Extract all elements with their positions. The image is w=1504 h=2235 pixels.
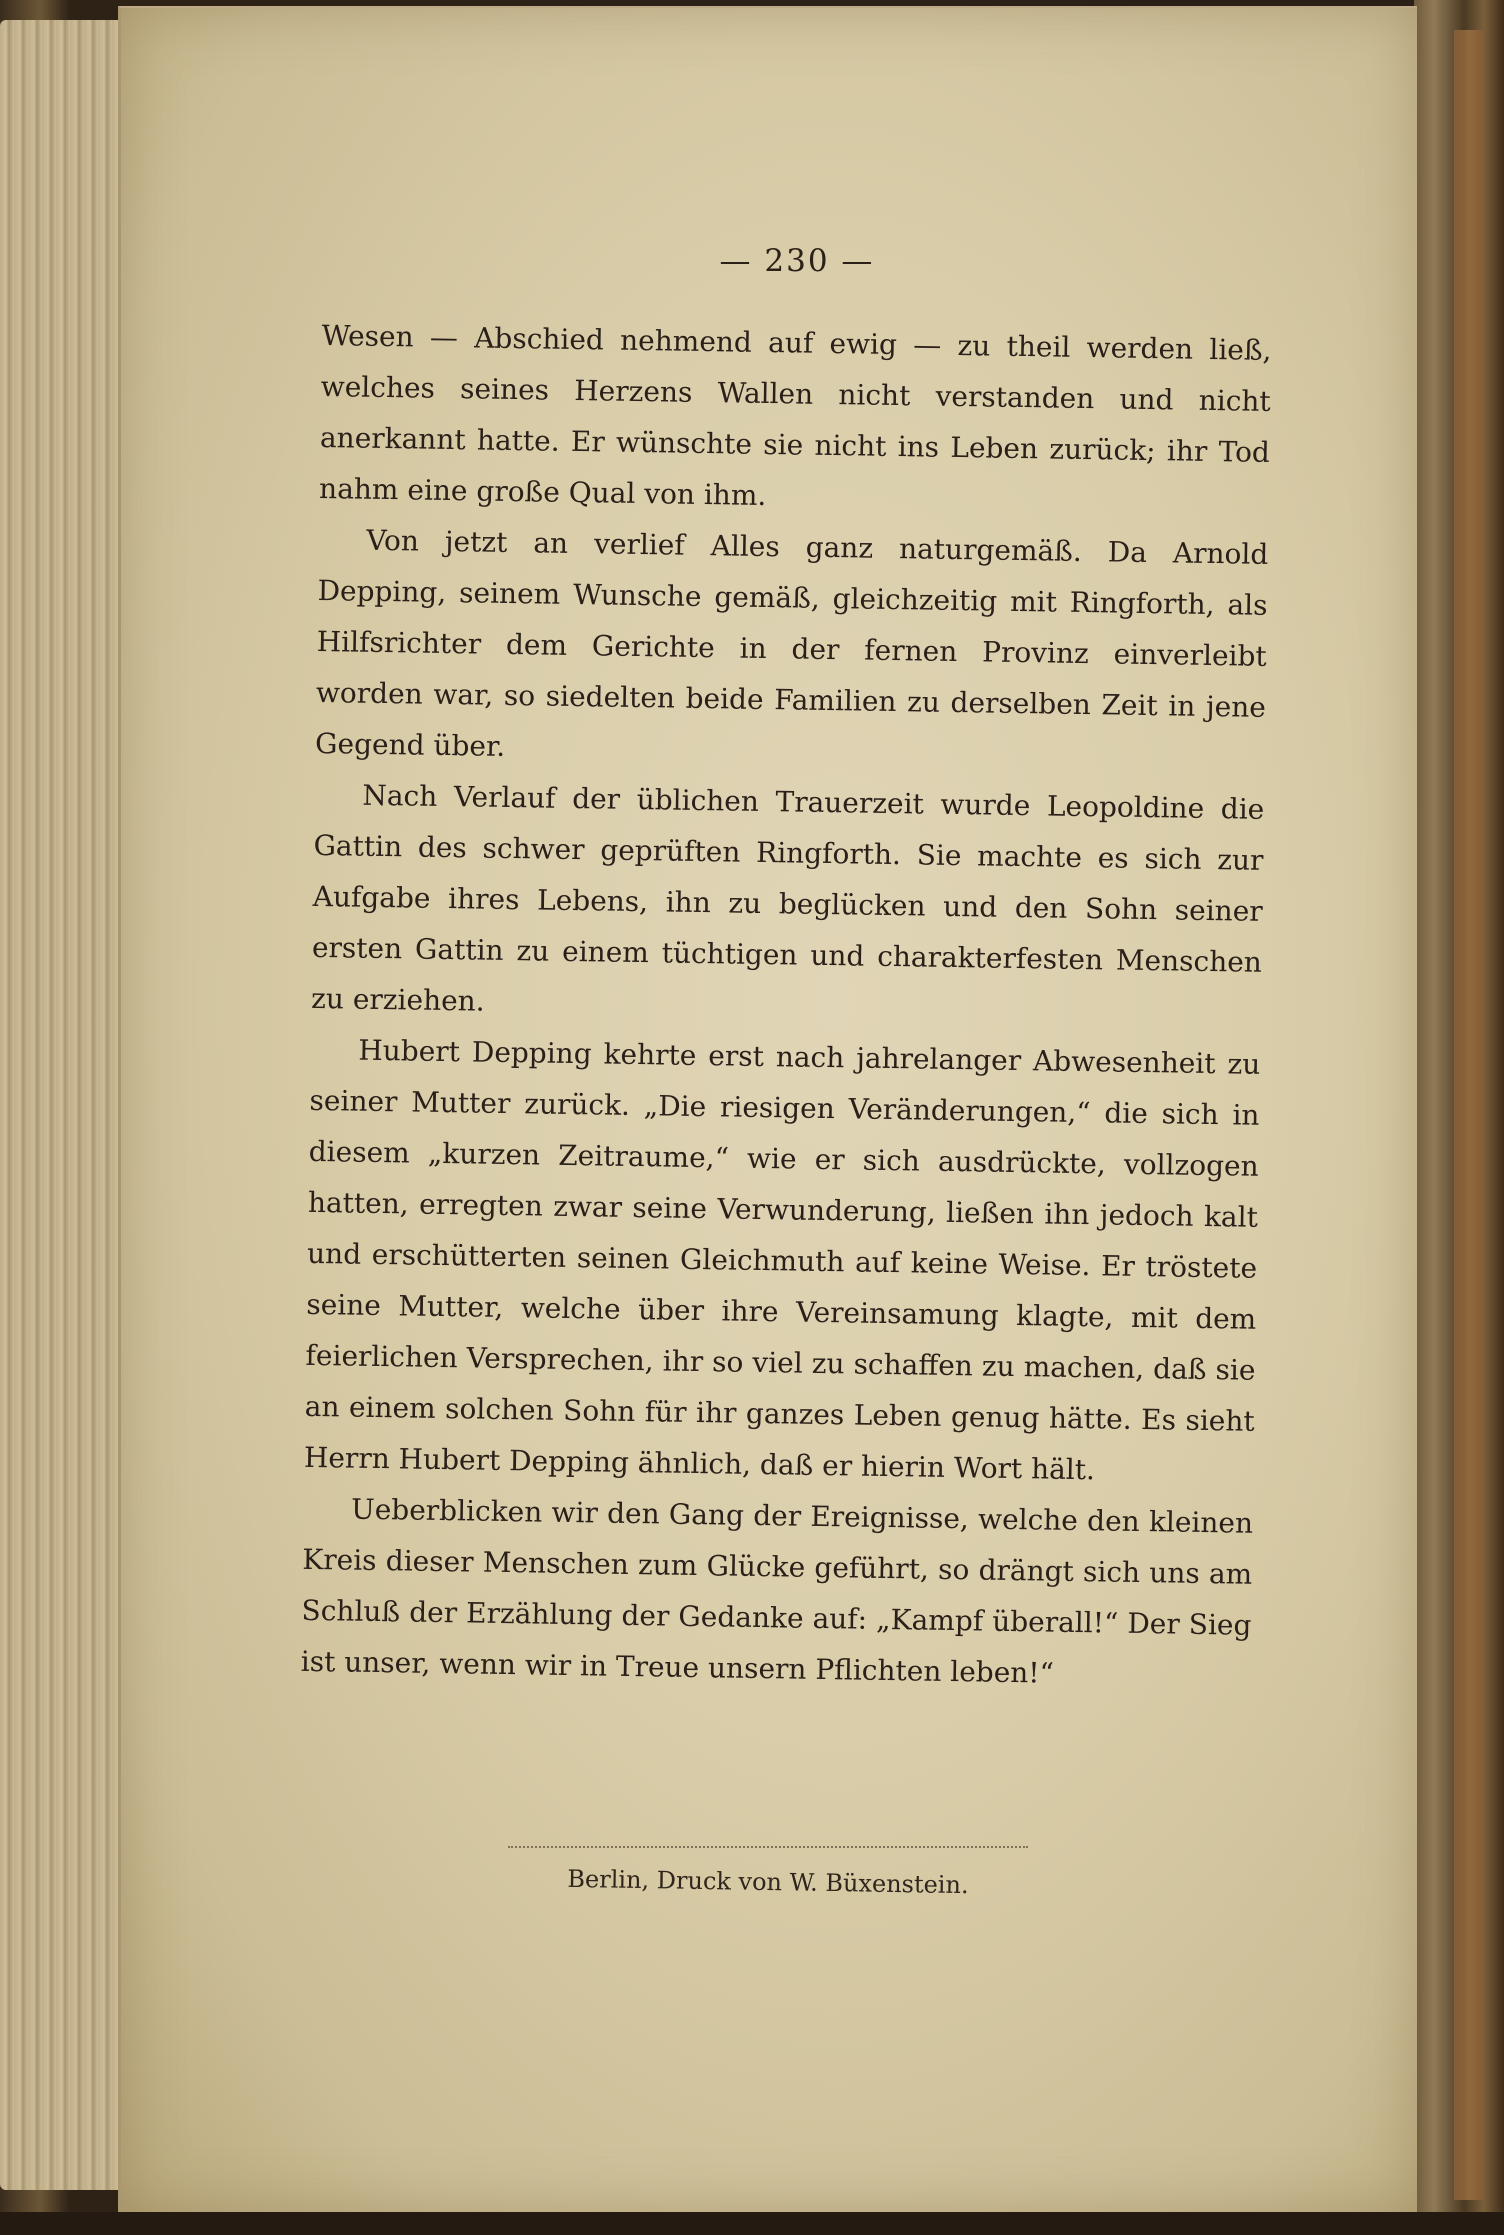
page-number: — 230 — (719, 243, 875, 279)
body-text (300, 310, 1272, 1702)
ornamental-rule (508, 1846, 1028, 1858)
printer-imprint: Berlin, Druck von W. Büxenstein. (567, 1864, 969, 1900)
paragraph-1: Wesen — Abschied nehmend auf ewig — zu theil werden ließ, welches seines Herzens Wallen nicht verstanden und nicht anerkannt hatte. Er wünschte sie nicht ins Leben zurück; ihr Tod nahm eine große Qual von ihm. (318, 318, 1272, 512)
book-spine (1414, 0, 1504, 2235)
paragraph-5: Ueberblicken wir den Gang der Ereignisse, welche den kleinen Kreis dieser Menschen zum Glücke geführt, so drängt sich uns am Schluß der Erzählung der Gedanke auf: „Kampf überall!“ Der Sieg ist unser, wenn wir in Treue unsern Pflichten leben!“ (300, 1492, 1254, 1690)
paragraph-2: Von jetzt an verlief Alles ganz naturgemäß. Da Arnold Depping, seinem Wunsche gemäß, gleichzeitig mit Ringforth, als Hilfsrichter dem Gerichte in der fernen Provinz einverleibt worden war, so siedelten beide Familien zu derselben Zeit in jene Gegend über. (314, 523, 1269, 763)
table-surface (0, 2212, 1504, 2235)
paragraph-4: Hubert Depping kehrte erst nach jahrelanger Abwesenheit zu seiner Mutter zurück. „Die riesigen Veränderungen,“ die sich in diesem „kurzen Zeitraume,“ wie er sich ausdrückte, vollzogen hatten, erregten zwar seine Verwunderung, ließen ihn jedoch kalt und erschütterten seinen Gleichmuth auf keine Weise. Er tröstete seine Mutter, welche über ihre Vereinsamung klagte, mit dem feierlichen Versprechen, ihr so viel zu schaffen zu machen, daß sie an einem solchen Sohn für ihr ganzes Leben genug hätte. Es sieht Herrn Hubert Depping ähnlich, daß er hierin Wort hält. (303, 1033, 1261, 1487)
paragraph-3: Nach Verlauf der üblichen Trauerzeit wurde Leopoldine die Gattin des schwer geprüften Ringforth. Sie machte es sich zur Aufgabe ihres Lebens, ihn zu beglücken und den Sohn seiner ersten Gattin zu einem tüchtigen und charakterfesten Menschen zu erziehen. (310, 778, 1265, 1018)
